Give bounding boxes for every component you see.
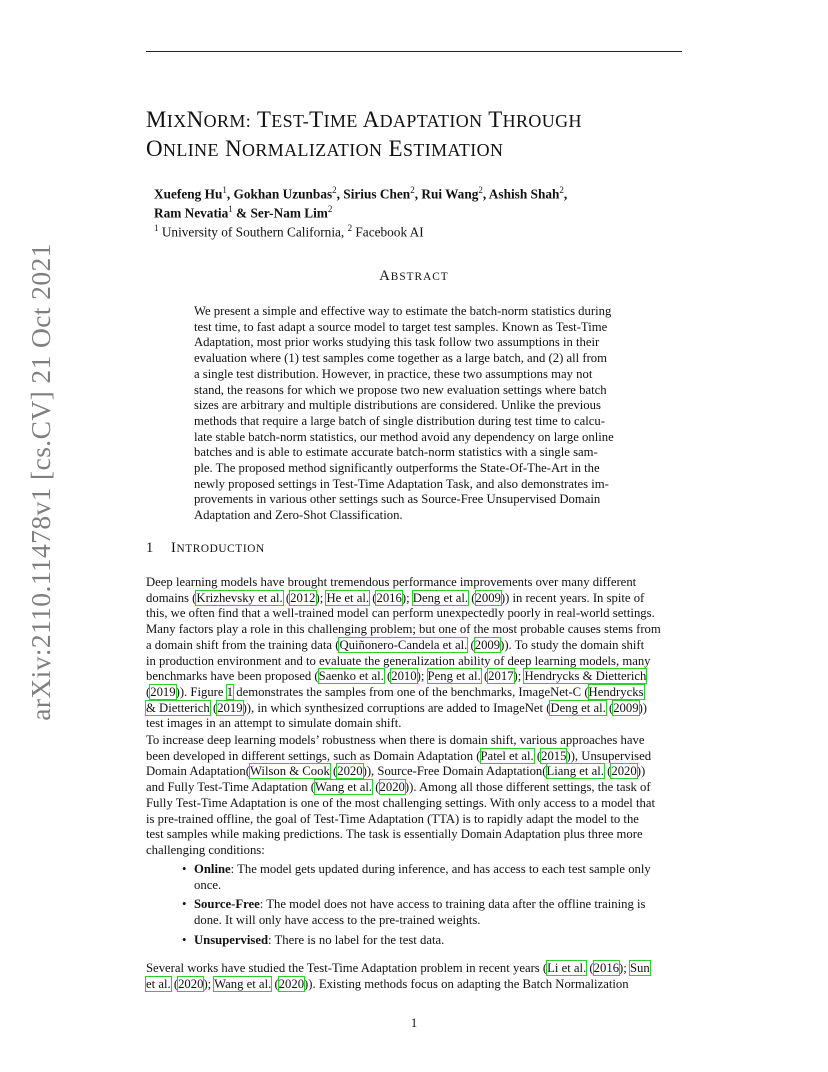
affil-mark: 2 (478, 185, 483, 195)
affiliation-text: Facebook AI (352, 224, 424, 240)
authors-line-2 (154, 202, 674, 221)
paragraph-intro-3 (146, 961, 683, 992)
list-item (182, 897, 684, 928)
abstract-body (194, 304, 634, 524)
bullet-icon: • (182, 897, 187, 912)
text-run: ( (605, 700, 614, 715)
bullet-term: Unsupervised (194, 932, 269, 947)
text-run: )), in which synthesized corruptions are added to ImageNet ( (242, 700, 551, 715)
abstract-line: test time, to fast adapt a source model to target test samples. Known as Test-Time (194, 319, 608, 334)
text-run: )) in recent years. In spite of (500, 590, 645, 605)
arxiv-id: arXiv:2110.11478v1 [cs.CV] 21 Oct 2021 (25, 243, 56, 721)
text-run: ); (513, 669, 525, 684)
citation-link[interactable]: 2019 (150, 684, 176, 699)
title-line-2 (146, 135, 706, 164)
bullet-icon: • (182, 932, 187, 947)
citation-link[interactable]: 2016 (593, 961, 620, 975)
text-run: ( (170, 976, 179, 991)
text-line: test samples while making predictions. The task is essentially Domain Adaptation plus three more (146, 827, 643, 842)
text-run: )), Source-Free Domain Adaptation( (362, 764, 547, 779)
list-item (182, 933, 684, 949)
citation-link[interactable]: Sun (629, 961, 650, 975)
text-run: )). Figure (175, 684, 227, 699)
text-run: )). Among all those different settings, the task of (404, 780, 651, 795)
citation-link[interactable]: 2012 (290, 590, 316, 605)
text-run: )). Existing methods focus on adapting the Batch Normalization (304, 976, 629, 991)
citation-link[interactable]: Quiñonero-Candela et al. (339, 637, 468, 652)
text-run: ( (603, 764, 612, 779)
text-run: ( (209, 700, 218, 715)
text-run: ( (271, 976, 279, 991)
affiliations (154, 221, 674, 240)
author-name: , Ashish Shah (482, 186, 560, 202)
bullet-term: Online (194, 862, 231, 876)
affil-mark: 2 (410, 185, 415, 195)
figure-link[interactable]: 1 (226, 684, 234, 699)
paragraph-intro-2 (146, 733, 683, 859)
citation-link[interactable]: Patel et al. (480, 748, 534, 763)
citation-link[interactable]: Deng et al. (550, 700, 606, 715)
text-line (194, 933, 684, 949)
text-run: ( (282, 590, 291, 605)
text-line (146, 780, 683, 796)
text-line (146, 638, 683, 654)
citation-link[interactable]: Liang et al. (546, 764, 604, 779)
text-run: ( (146, 684, 151, 699)
abstract-line: Adaptation, most prior works studying this task follow two assumptions in their (194, 335, 600, 350)
abstract-line: methods that require a large batch of single distribution during test time to calcu- (194, 413, 605, 428)
citation-link[interactable]: Hendrycks & Dietterich (524, 669, 647, 684)
text-line: this, we often find that a well-trained model can perform unexpectedly poorly in real-world settings. (146, 606, 655, 621)
abstract-line: ple. The proposed method significantly outperforms the State-Of-The-Art in the (194, 461, 600, 476)
abstract-line: sizes are arbitrary and multiple distributions are considered. Unlike the previous (194, 398, 601, 413)
citation-link[interactable]: 2015 (541, 748, 567, 763)
affil-mark: 2 (559, 185, 564, 195)
citation-link[interactable]: et al. (146, 976, 171, 991)
section-title: INTRODUCTION (171, 540, 265, 556)
author-name: Ram Nevatia (154, 205, 229, 221)
affil-mark: 2 (327, 203, 333, 214)
text-line: Deep learning models have brought tremendous performance improvements over many different (146, 575, 637, 589)
text-run: : There is no label for the test data. (268, 932, 445, 947)
text-run: ( (372, 780, 380, 795)
affil-mark: 2 (332, 185, 337, 195)
text-run: : The model does not have access to training data after the offline training is (259, 897, 646, 912)
affil-mark: 1 (154, 222, 159, 233)
text-run: ( (369, 590, 377, 605)
text-run: ); (619, 961, 630, 975)
citation-link[interactable]: 2017 (488, 669, 514, 684)
text-run: ( (383, 669, 392, 684)
author-name: , Gokhan Uzunbas (226, 186, 333, 202)
text-line (146, 669, 683, 685)
list-item (182, 862, 684, 893)
affil-mark: 1 (222, 185, 227, 195)
text-run: )) (636, 764, 646, 779)
affil-mark: 2 (347, 222, 353, 233)
abstract-heading (146, 268, 682, 285)
paper-title (146, 106, 706, 164)
text-run: Domain Adaptation( (146, 764, 250, 779)
text-run: )). To study the domain shift (500, 637, 645, 652)
citation-link[interactable]: Deng et al. (412, 590, 469, 605)
text-run: ( (533, 748, 542, 763)
text-run: )) (638, 700, 648, 715)
abstract-line: We present a simple and effective way to estimate the batch-norm statistics during (194, 304, 612, 318)
text-run: been developed in different settings, such as Domain Adaptation ( (146, 748, 481, 763)
text-line: once. (194, 877, 222, 892)
text-line: Fully Test-Time Adaptation is one of the most challenging settings. With only access to a model that (146, 795, 655, 810)
citation-link[interactable]: 2010 (391, 669, 417, 684)
text-line (194, 862, 684, 878)
text-run: ( (467, 637, 475, 652)
affiliation-text: University of Southern California, (158, 224, 348, 240)
citation-link[interactable]: 2020 (278, 976, 305, 991)
citation-link[interactable]: Peng et al. (427, 669, 481, 684)
citation-link[interactable]: & Dietterich (146, 700, 210, 715)
text-run: demonstrates the samples from one of the benchmarks, ImageNet-C ( (233, 684, 589, 699)
citation-link[interactable]: 2019 (217, 700, 243, 715)
citation-link[interactable]: Krizhevsky et al. (196, 590, 283, 605)
abstract-line: batches and is able to estimate accurate batch-norm statistics with a single sam- (194, 445, 598, 460)
text-line (194, 897, 684, 913)
citation-link[interactable]: 2009 (474, 637, 501, 652)
text-line: To increase deep learning models’ robustness when there is domain shift, various approaches have (146, 733, 645, 747)
text-run: and Fully Test-Time Adaptation ( (146, 780, 315, 795)
abstract-line: evaluation where (1) test samples come together as a large batch, and (2) all from (194, 351, 608, 366)
text-run: ); (315, 590, 327, 605)
text-line: is pre-trained offline, the goal of Test-Time Adaptation (TTA) is to rapidly adapt the model to the (146, 811, 639, 826)
citation-link[interactable]: Saenko et al. (318, 669, 384, 684)
page-number: 1 (410, 1016, 418, 1030)
affil-mark: 1 (228, 203, 233, 214)
abstract-line: newly proposed settings in Test-Time Adaptation Task, and also demonstrates im- (194, 476, 609, 491)
abstract-heading-text: ABSTRACT (379, 268, 449, 284)
author-name: & Ser-Nam Lim (232, 205, 328, 221)
text-run: a domain shift from the training data ( (146, 637, 340, 652)
title-line-1-text: MIXNORM: TEST-TIME ADAPTATION THROUGH (146, 107, 582, 132)
text-run: ( (586, 961, 594, 975)
text-line: test images in an attempt to simulate domain shift. (146, 716, 402, 731)
text-run: domains ( (146, 590, 197, 605)
abstract-line: stand, the reasons for which we propose two new evaluation settings where batch (194, 382, 607, 397)
text-run: Several works have studied the Test-Time Adaptation problem in recent years ( (146, 961, 548, 975)
paragraph-intro-1 (146, 575, 683, 732)
text-line (146, 749, 683, 765)
bullet-term: Source-Free (194, 897, 260, 912)
citation-link[interactable]: 2020 (379, 780, 405, 795)
abstract-line: a single test distribution. However, in practice, these two assumptions may not (194, 366, 593, 381)
text-line (146, 701, 683, 717)
author-name: , Sirius Chen (336, 186, 411, 202)
citation-link[interactable]: 2016 (376, 590, 402, 605)
title-line-2-text: ONLINE NORMALIZATION ESTIMATION (146, 136, 504, 161)
citation-link[interactable]: Wang et al. (314, 780, 373, 795)
author-name: , Rui Wang (414, 186, 479, 202)
citation-link[interactable]: He et al. (326, 590, 370, 605)
text-line: in production environment and to evaluate the generalization ability of deep learning models, many (146, 653, 651, 668)
citation-link[interactable]: 2020 (611, 764, 637, 779)
text-line (146, 764, 683, 780)
citation-link[interactable]: 2009 (613, 700, 639, 715)
citation-link[interactable]: 2020 (178, 976, 204, 991)
section-number: 1 (146, 540, 154, 556)
author-block (154, 183, 674, 240)
text-run: : The model gets updated during inference, and has access to each test sample only (230, 862, 651, 876)
text-run: ); (401, 590, 413, 605)
text-line: done. It will only have access to the pre-trained weights. (194, 913, 481, 928)
citation-link[interactable]: Hendrycks (588, 684, 644, 699)
citation-link[interactable]: Li et al. (547, 961, 587, 975)
citation-link[interactable]: Wang et al. (214, 976, 272, 991)
text-run: ); (203, 976, 215, 991)
text-run: ); (416, 669, 428, 684)
section-heading (146, 540, 265, 557)
text-run: ( (329, 764, 338, 779)
text-run: benchmarks have been proposed ( (146, 669, 319, 684)
text-run: ( (480, 669, 489, 684)
citation-link[interactable]: Wilson & Cook (249, 764, 330, 779)
header-rule (146, 51, 682, 52)
title-line-1 (146, 106, 706, 135)
conditions-list (182, 862, 684, 953)
abstract-line: Adaptation and Zero-Shot Classification. (194, 508, 403, 523)
citation-link[interactable]: 2009 (475, 590, 501, 605)
citation-link[interactable]: 2020 (337, 764, 363, 779)
abstract-line: provements in various other settings such as Source-Free Unsupervised Domain (194, 492, 601, 507)
authors-line-1: Xuefeng Hu$^1$, Gokhan Uzunbas$^2$, Sirius Chen$^2$, Rui Wang$^2$, Ashish Shah$^2$, (154, 185, 568, 202)
text-run: )), Unsupervised (566, 748, 652, 763)
text-line: Many factors play a role in this challenging problem; but one of the most probable causes stems from (146, 622, 661, 637)
text-line (146, 977, 683, 993)
text-line (146, 591, 683, 607)
bullet-icon: • (182, 862, 187, 876)
text-line (146, 961, 683, 977)
text-line: challenging conditions: (146, 842, 265, 857)
text-line (146, 685, 683, 701)
author-name: Xuefeng Hu (154, 186, 223, 202)
abstract-line: late stable batch-norm statistics, our method avoid any dependency on large online (194, 429, 614, 444)
text-run: ( (468, 590, 476, 605)
